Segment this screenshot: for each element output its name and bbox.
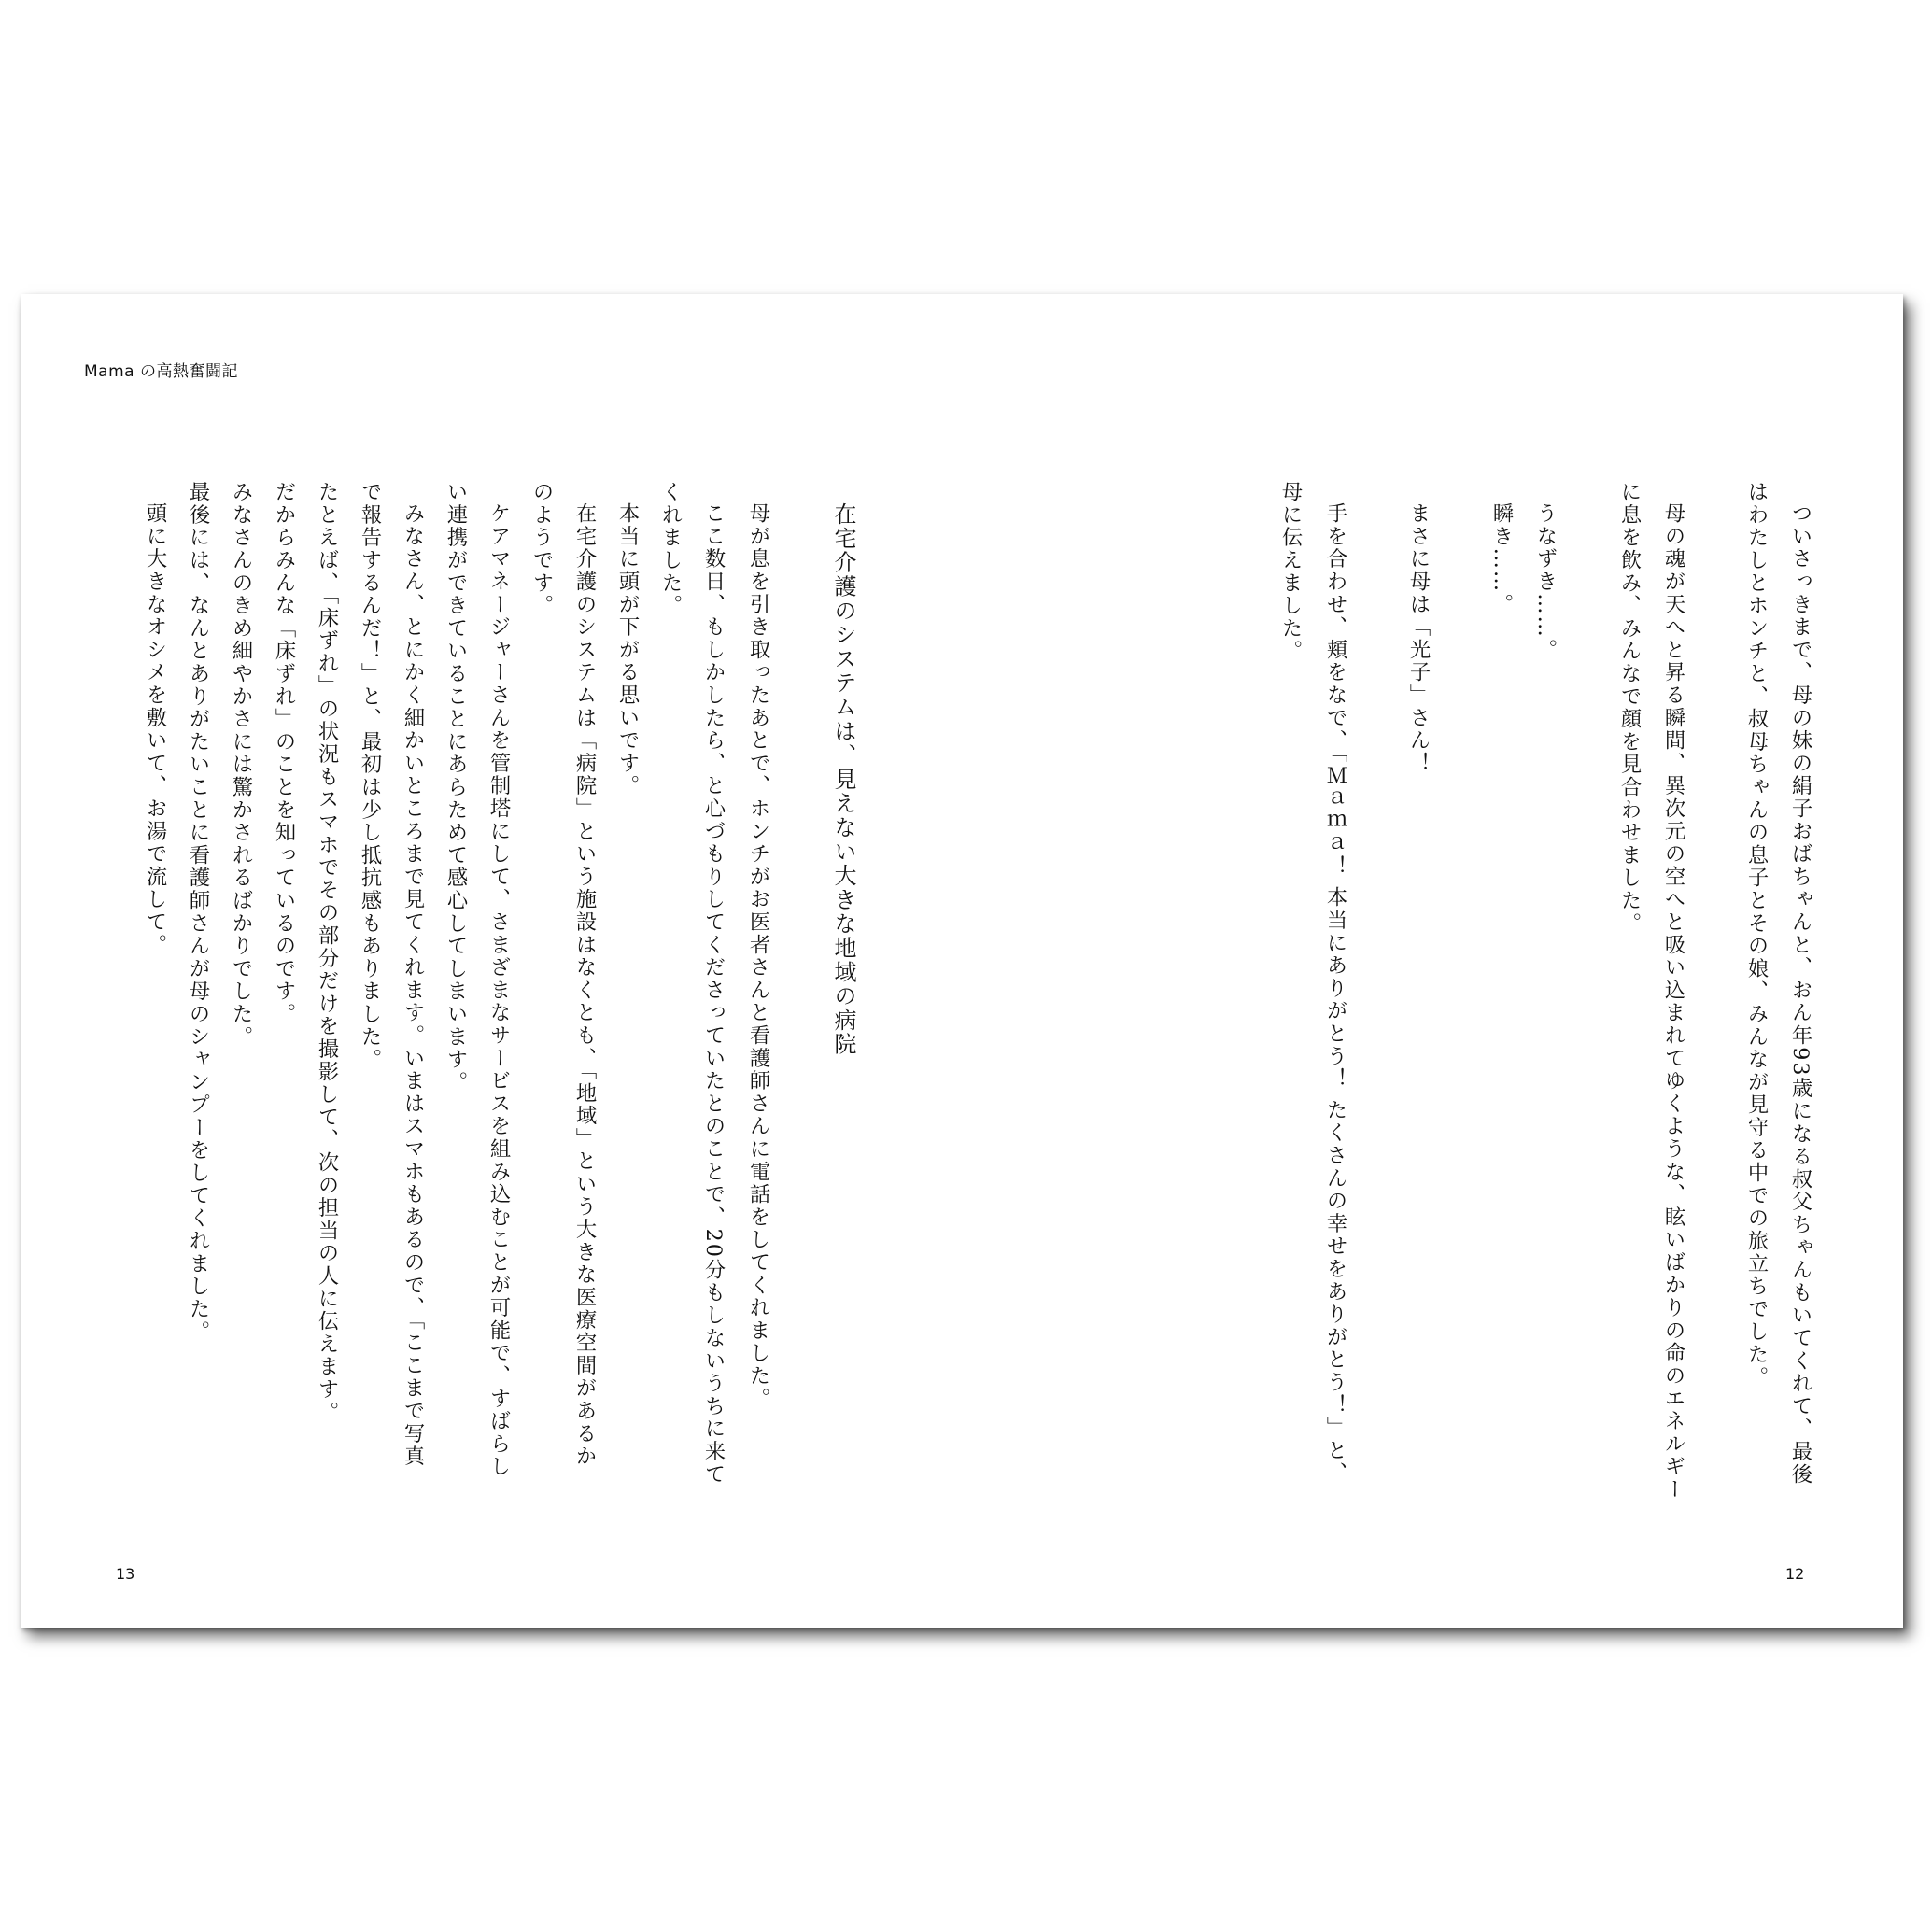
text-column: ケアマネージャーさんを管制塔にして、さまざまなサービスを組み込むことが可能で、すばらし xyxy=(487,502,511,1478)
text-column: まさに母は「光子」さん！ xyxy=(1406,502,1431,775)
text-column: 最後には、なんとありがたいことに看護師さんが母のシャンプーをしてくれました。 xyxy=(186,481,210,1344)
page-number-right: 12 xyxy=(1785,1565,1805,1583)
text-column: 母が息を引き取ったあとで、ホンチがお医者さんと看護師さんに電話をしてくれました。 xyxy=(746,502,770,1410)
text-column: 母に伝えました。 xyxy=(1278,481,1303,663)
text-column: い連携ができていることにあらためて感心してしまいます。 xyxy=(444,481,468,1094)
text-column: みなさん、とにかく細かいところまで見てくれます。いまはスマホもあるので、「ここまで写真 xyxy=(401,502,425,1468)
text-column: で報告するんだ！」と、最初は少し抵抗感もありました。 xyxy=(358,481,382,1071)
text-column: だからみんな「床ずれ」のことを知っているのです。 xyxy=(272,481,296,1026)
text-column: 頭に大きなオシメを敷いて、お湯で流して。 xyxy=(143,502,167,956)
text-column: 母の魂が天へと昇る瞬間、異次元の空へと吸い込まれてゆくような、眩いばかりの命のエネルギー xyxy=(1661,502,1685,1502)
text-column: 手を合わせ、頬をなで、「Ｍａｍａ！ 本当にありがとう！ たくさんの幸せをありがとう！」と、 xyxy=(1323,502,1347,1485)
section-heading: 在宅介護のシステムは、見えない大きな地域の病院 xyxy=(830,502,856,1057)
book-spread xyxy=(21,294,1903,1628)
text-column: のようです。 xyxy=(529,481,554,617)
text-column: くれました。 xyxy=(658,481,683,617)
running-head: Mama の高熱奮闘記 xyxy=(84,362,238,381)
text-column: うなずき……。 xyxy=(1533,502,1558,662)
text-column: はわたしとホンチと、叔母ちゃんの息子とその娘、みんなが見守る中での旅立ちでした。 xyxy=(1744,481,1769,1389)
text-column: ここ数日、もしかしたら、と心づもりしてくださっていたとのことで、20分もしないうちに来て xyxy=(701,502,726,1486)
text-column: 瞬き……。 xyxy=(1489,502,1514,616)
text-column: ついさっきまで、母の妹の絹子おばちゃんと、おん年93歳になる叔父ちゃんもいてくれて、最後 xyxy=(1788,502,1812,1486)
text-column: たとえば、「床ずれ」の状況もスマホでその部分だけを撮影して、次の担当の人に伝えます。 xyxy=(315,481,339,1424)
text-column: 在宅介護のシステムは「病院」という施設はなくとも、「地域」という大きな医療空間があるか xyxy=(572,502,597,1468)
text-column: に息を飲み、みんなで顔を見合わせました。 xyxy=(1617,481,1642,935)
text-column: みなさんのきめ細やかさには驚かされるばかりでした。 xyxy=(229,481,253,1049)
text-column: 本当に頭が下がる思いです。 xyxy=(615,502,640,797)
page-number-left: 13 xyxy=(116,1565,135,1583)
